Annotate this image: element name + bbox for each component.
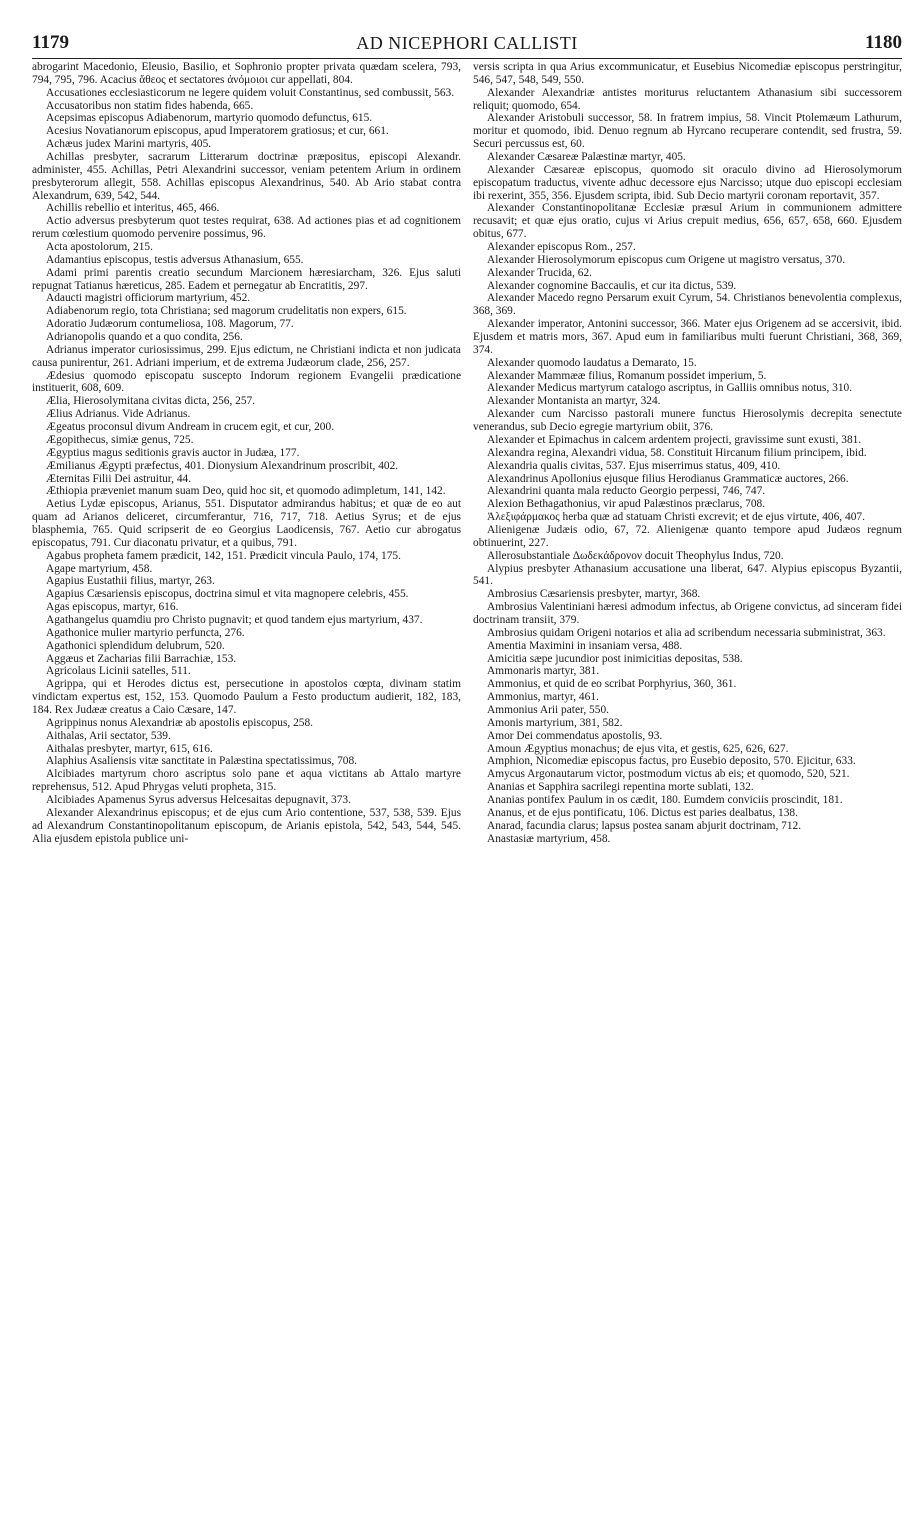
index-entry: Alexander Aristobuli successor, 58. In fratrem impius, 58. Vincit Ptolemæum Lathurum, moritur et quomodo, ibid. Denuo regnum ab Hyrcano recuperare contendit, sed frustra, 59. Securi percussus est, 60. [473,112,902,151]
index-entry: Æmilianus Ægypti præfectus, 401. Dionysium Alexandrinum proscribit, 402. [46,459,399,472]
index-entry: Adami primi parentis creatio secundum Marcionem hæresiarcham, 326. Ejus saluti repugnat Tatianus hæreticus, 285. Eadem et pernegatur ab Encratitis, 297. [32,266,461,292]
index-entry: Anarad, facundia clarus; lapsus postea sanam abjurit doctrinam, 712. [487,819,802,832]
index-entry: Alexander Mammææ filius, Romanum possidet imperium, 5. [487,369,767,382]
index-entry: Alexander Cæsareæ episcopus, quomodo sit oraculo divino ad Hierosolymorum episcopatum traductus, vivente adhuc decessore ejus Narcisso; utque duo episcopi ecclesiam ibi rexerint, 355, 356. Ejusdem scripta, ibid. Sub Decio martyrii coronam reportavit, 357. [473,163,902,202]
index-entry: Adaucti magistri officiorum martyrium, 452. [46,292,251,305]
index-entry: Ælia, Hierosolymitana civitas dicta, 256, 257. [46,395,256,408]
index-entry: Alexander cognomine Baccaulis, et cur ita dictus, 539. [487,279,737,292]
index-entry: Alexander Medicus martyrum catalogo ascriptus, in Galliis omnibus notus, 310. [487,382,853,395]
index-entry: Agrippa, qui et Herodes dictus est, persecutione in apostolos cœpta, divinam statim vindictam expertus est, 152, 153. Quomodo Paulum a Festo productum audierit, 182, 183, 184. Rex Judææ creatus a Caio Cæsare, 147. [32,678,461,716]
index-entry: Alexander quomodo laudatus a Demarato, 15. [487,356,697,369]
index-entry: Amicitia sæpe jucundior post inimicitias depositas, 538. [487,652,743,665]
index-entry: Ambrosius Valentiniani hæresi admodum infectus, ab Origene convictus, ad sinceram fidei doctrinam transiit, 379. [473,601,902,626]
index-entry: Alaphius Asaliensis vitæ sanctitate in Palæstina spectatissimus, 708. [46,755,358,768]
index-entry: Alexander cum Narcisso pastorali munere functus Hierosolymis decrepita senectute venerandus, sub Decio egregie martyrium obiit, 376. [473,408,902,434]
running-title: AD NICEPHORI CALLISTI [356,33,578,53]
index-entry: Acta apostolorum, 215. [46,241,153,254]
right-column [473,61,902,845]
page-number-right: 1180 [865,32,902,53]
index-entry: Aggæus et Zacharias filii Barrachiæ, 153. [46,652,237,665]
index-entry: Alexander Alexandrinus episcopus; et de ejus cum Ario contentione, 537, 538, 539. Ejus ad Alexandrum Constantinopolitanum episcopum, de Arianis epistola, 542, 543, 544, 545. Alia ejusdem epistola publice uni- [32,806,461,845]
index-entry: Aetius Lydæ episcopus, Arianus, 551. Disputator admirandus habitus; et quæ de eo aut quam ad Arianos deliceret, circumferantur, 716, 717, 718. Aetius Syrus; et de ejus blasphemia, 765. Quid scripserit de eo Georgius Laodicensis, 767. Aetio cur abrogatus episcopatus, 791. Cur diaconatu privatur, et a quibus, 791. [32,498,461,549]
index-entry: Achillas presbyter, sacrarum Litterarum doctrinæ præpositus, episcopi Alexandr. administer, 455. Achillas, Petri Alexandrini successor, veniam petentem Arium in ordinem presbyterorum allegit, 558. Achillas episcopus Alexandrinus, 540. Ab Ario stabat contra Alexandrum, 639, 542, 544. [32,151,461,202]
index-entry: Alcibiades martyrum choro ascriptus solo pane et aqua victitans ab Attalo martyre reprehensus, 512. Apud Phrygas veluti propheta, 315. [32,768,461,794]
index-entry: Agapius Cæsariensis episcopus, doctrina simul et vita magnopere celebris, 455. [46,588,409,601]
index-entry: Alypius presbyter Athanasium accusatione una liberat, 647. Alypius episcopus Byzantii, 541. [473,562,902,588]
index-entry: Ædesius quomodo episcopatu suscepto Indorum regionem Evangelii prædicatione instituerit, 608, 609. [32,369,461,395]
index-entry: versis scripta in qua Arius excommunicatur, et Eusebius Nicomediæ episcopus perstringitur, 546, 547, 548, 549, 550. [473,61,902,86]
index-entry: Actio adversus presbyterum quot testes requirat, 638. Ad actiones pias et ad cognitionem rerum cœlestium quomodo pervenire possimus, 96. [32,215,461,241]
index-entry: Amphion, Nicomediæ episcopus factus, pro Eusebio deposito, 570. Ejicitur, 633. [487,755,856,768]
index-entry: Agrippinus nonus Alexandriæ ab apostolis episcopus, 258. [46,716,314,729]
index-entry: Ægyptius magus seditionis gravis auctor in Judæa, 177. [46,446,300,459]
index-entry: Acepsimas episcopus Adiabenorum, martyrio quomodo defunctus, 615. [46,112,373,125]
index-entry: Agas episcopus, martyr, 616. [46,601,179,614]
index-entry: Alexander Constantinopolitanæ Ecclesiæ præsul Arium in communionem admittere recusavit; et quæ ejus oratio, cujus vi Arius crepuit medius, 656, 657, 658, 660. Ejusdem obitus, 677. [473,202,902,241]
index-entry: Agape martyrium, 458. [46,562,153,575]
index-entry: Ammonaris martyr, 381. [487,665,600,678]
index-entry: Ægopithecus, simiæ genus, 725. [46,433,194,446]
index-entry: Alexion Bethagathonius, vir apud Palæstinos præclarus, 708. [487,498,766,511]
index-entry: Allerosubstantiale Δωδεκάδρονον docuit Theophylus Indus, 720. [487,549,784,562]
index-entry: Accusationes ecclesiasticorum ne legere quidem voluit Constantinus, sed combussit, 563. [46,86,455,99]
index-entry: Alexander et Epimachus in calcem ardentem projecti, gravissime sunt exusti, 381. [487,433,862,446]
index-entry: Adiabenorum regio, tota Christiana; sed magorum crudelitatis non expers, 615. [46,305,407,318]
index-entry: Alexander Hierosolymorum episcopus cum Origene ut magistro versatus, 370. [487,253,846,266]
index-entry: Ammonius, martyr, 461. [487,691,599,704]
index-entry: Alexander Macedo regno Persarum exuit Cyrum, 54. Christianos benevolentia complexus, 368, 369. [473,292,902,318]
index-entry: Ambrosius quidam Origeni notarios et alia ad scribendum necessaria subministrat, 363. [487,626,886,639]
index-entry: Amonis martyrium, 381, 582. [487,716,623,729]
index-entry: Ælius Adrianus. Vide Adrianus. [46,408,191,421]
index-entry: Alienigenæ Judæis odio, 67, 72. Alienigenæ quanto tempore apud Judæos regnum obtinuerint, 227. [473,523,902,549]
index-entry: Ἀλεξιφάρμακος herba quæ ad statuam Christi excrevit; et de ejus virtute, 406, 407. [487,511,865,524]
index-entry: Alexander Alexandriæ antistes moriturus reluctantem Athanasium sibi successorem reliquit; quomodo, 654. [473,86,902,112]
index-entry: Adrianopolis quando et a quo condita, 256. [46,331,243,344]
index-entry: Ambrosius Cæsariensis presbyter, martyr, 368. [487,588,701,601]
index-entry: Alcibiades Apamenus Syrus adversus Helcesaitas depugnavit, 373. [46,793,351,806]
index-entry: Aithalas, Arii sectator, 539. [46,729,171,742]
index-entry: Amoun Ægyptius monachus; de ejus vita, et gestis, 625, 626, 627. [487,742,789,755]
index-entry: Alexandrini quanta mala reducto Georgio perpessi, 746, 747. [487,485,766,498]
index-entry: Achæus judex Marini martyris, 405. [46,138,212,151]
index-entry: Alexander Cæsareæ Palæstinæ martyr, 405. [487,151,686,164]
index-entry: Agabus propheta famem prædicit, 142, 151. Prædicit vincula Paulo, 174, 175. [46,549,401,562]
index-entry: Agricolaus Licinii satelles, 511. [46,665,191,678]
index-entry: abrogarint Macedonio, Eleusio, Basilio, et Sophronio propter privata quædam scelera, 793, 794, 795, 796. Acacius ἄθεος et sectatores ἀνόμοιοι cur appellati, 804. [32,61,461,86]
index-entry: Amycus Argonautarum victor, postmodum victus ab eis; et quomodo, 520, 521. [487,768,850,781]
index-entry: Alexander Trucida, 62. [487,266,593,279]
index-entry: Amentia Maximini in insaniam versa, 488. [487,639,683,652]
index-entry: Agathangelus quamdiu pro Christo pugnavit; et quod tandem ejus martyrium, 437. [46,613,423,626]
index-entry: Agapius Eustathii filius, martyr, 263. [46,575,215,588]
running-header [32,30,902,59]
index-entry: Æthiopia præveniet manum suam Deo, quid hoc sit, et quomodo adimpletum, 141, 142. [46,485,446,498]
index-entry: Alexander episcopus Rom., 257. [487,241,636,254]
left-column [32,61,461,845]
index-entry: Alexandrinus Apollonius ejusque filius Herodianus Grammaticæ auctores, 266. [487,472,849,485]
index-entry: Ananias pontifex Paulum in os cædit, 180. Eumdem conviciis proscindit, 181. [487,793,843,806]
index-entry: Agathonice mulier martyrio perfuncta, 276. [46,626,245,639]
index-entry: Ammonius, et quid de eo scribat Porphyrius, 360, 361. [487,678,737,691]
index-entry: Æternitas Filii Dei astruitur, 44. [46,472,192,485]
index-entry: Accusatoribus non statim fides habenda, 665. [46,99,254,112]
index-entry: Ananias et Sapphira sacrilegi repentina morte sublati, 132. [487,781,754,794]
index-entry: Acesius Novatianorum episcopus, apud Imperatorem gratiosus; et cur, 661. [46,125,389,138]
index-entry: Achillis rebellio et interitus, 465, 466. [46,202,220,215]
index-entry: Alexander Montanista an martyr, 324. [487,395,661,408]
index-entry: Adrianus imperator curiosissimus, 299. Ejus edictum, ne Christiani indicta et non judicata causa punirentur, 261. Adriani imperium, et de extrema Judæorum clade, 256, 257. [32,343,461,369]
index-entry: Adamantius episcopus, testis adversus Athanasium, 655. [46,253,304,266]
page-number-left: 1179 [32,32,69,53]
index-entry: Alexander imperator, Antonini successor, 366. Mater ejus Origenem ad se accersivit, ibid. Ejusdem et matris mors, 367. Apud eum in familiaribus multi fuerunt Christiani, 368, 369, 374. [473,318,902,356]
index-entry: Ananus, et de ejus pontificatu, 106. Dictus est paries dealbatus, 138. [487,806,798,819]
index-entry: Alexandra regina, Alexandri vidua, 58. Constituit Hircanum filium principem, ibid. [487,446,867,459]
index-entry: Anastasiæ martyrium, 458. [487,832,611,845]
index-entry: Ægeatus proconsul divum Andream in crucem egit, et cur, 200. [46,421,335,434]
index-entry: Adoratio Judæorum contumeliosa, 108. Magorum, 77. [46,318,294,331]
index-entry: Aithalas presbyter, martyr, 615, 616. [46,742,213,755]
index-entry: Amor Dei commendatus apostolis, 93. [487,729,663,742]
index-columns [32,61,902,845]
index-entry: Alexandria qualis civitas, 537. Ejus miserrimus status, 409, 410. [487,459,781,472]
index-entry: Agathonici splendidum delubrum, 520. [46,639,225,652]
index-entry: Ammonius Arii pater, 550. [487,703,609,716]
